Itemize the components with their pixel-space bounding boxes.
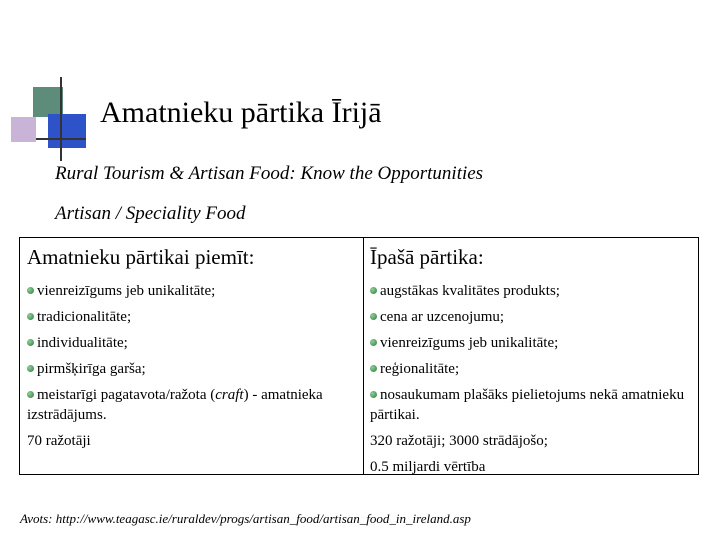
subtitle-1: Rural Tourism & Artisan Food: Know the Opportunities xyxy=(55,163,484,184)
bullet-icon xyxy=(27,365,34,372)
decor-square-green xyxy=(33,87,63,117)
slide-title: Amatnieku pārtika Īrijā xyxy=(100,96,382,129)
left-heading: Amatnieku pārtikai piemīt: xyxy=(27,245,255,269)
decor-vertical-line xyxy=(60,77,62,161)
bullet-icon xyxy=(370,391,377,398)
list-item: vienreizīgums jeb unikalitāte; xyxy=(370,330,690,356)
decor-square-blue xyxy=(48,114,86,148)
bullet-icon xyxy=(27,313,34,320)
right-heading: Īpašā pārtika: xyxy=(370,245,484,269)
decor-square-lavender xyxy=(11,117,36,142)
list-item: vienreizīgums jeb unikalitāte; xyxy=(27,278,347,304)
bullet-icon xyxy=(370,339,377,346)
list-item: pirmšķirīga garša; xyxy=(27,356,347,382)
bullet-icon xyxy=(27,339,34,346)
list-item: nosaukumam plašāks pielietojums nekā amatnieku pārtikai. xyxy=(370,387,685,423)
producers-note: 320 ražotāji; 3000 strādājošo; xyxy=(370,433,548,449)
bullet-icon xyxy=(370,365,377,372)
right-column xyxy=(364,238,698,474)
source-citation: Avots: http://www.teagasc.ie/ruraldev/progs/artisan_food/artisan_food_in_ireland.asp xyxy=(20,511,471,526)
list-item: individualitāte; xyxy=(27,330,347,356)
right-list xyxy=(370,278,690,480)
left-list xyxy=(27,278,347,454)
list-item: augstākas kvalitātes produkts; xyxy=(370,278,690,304)
bullet-icon xyxy=(27,287,34,294)
value-note: 0.5 miljardi vērtība xyxy=(370,459,486,475)
producers-note: 70 ražotāji xyxy=(27,433,91,449)
comparison-table xyxy=(19,237,699,475)
list-item: meistarīgi pagatavota/ražota (craft) - amatnieka izstrādājums. xyxy=(27,387,323,423)
decor-horizontal-line xyxy=(36,138,86,140)
bullet-icon xyxy=(370,313,377,320)
list-item: cena ar uzcenojumu; xyxy=(370,304,690,330)
bullet-icon xyxy=(370,287,377,294)
list-item: tradicionalitāte; xyxy=(27,304,347,330)
left-column xyxy=(20,238,364,474)
list-item: reģionalitāte; xyxy=(370,356,690,382)
subtitle-2: Artisan / Speciality Food xyxy=(55,203,246,224)
bullet-icon xyxy=(27,391,34,398)
